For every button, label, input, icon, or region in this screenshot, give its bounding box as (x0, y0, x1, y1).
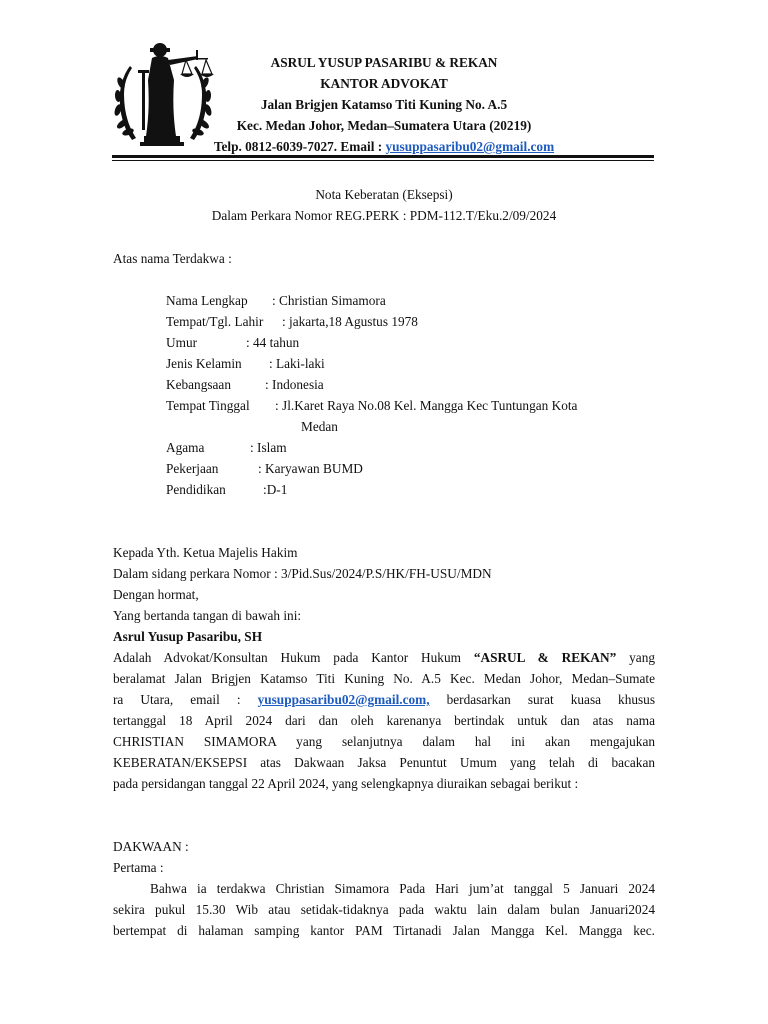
letterhead-rule-thick (112, 155, 654, 158)
paragraph-line-2: beralamat Jalan Brigjen Katamso Titi Kuning No. A.5 Kec. Medan Johor, Medan–Sumate (113, 671, 655, 686)
identity-value-age: : 44 tahun (246, 335, 300, 350)
addressee: Kepada Yth. Ketua Majelis Hakim (113, 545, 298, 560)
identity-value-gender: : Laki-laki (269, 356, 325, 371)
identity-value-name: : Christian Simamora (272, 293, 386, 308)
identity-label-education: Pendidikan (166, 482, 226, 497)
identity-value-religion: : Islam (250, 440, 287, 455)
letterhead-email-link[interactable]: yusuppasaribu02@gmail.com (385, 139, 555, 154)
paragraph-line-6: KEBERATAN/EKSEPSI atas Dakwaan Jaksa Penuntut Umum yang telah di bacakan (113, 755, 655, 770)
identity-label-religion: Agama (166, 440, 205, 455)
address-line-1: Jalan Brigjen Katamso Titi Kuning No. A.5 (260, 97, 508, 112)
letterhead-rule-thin (112, 160, 654, 161)
signer-name: Asrul Yusup Pasaribu, SH (113, 629, 263, 644)
contact-line (0, 139, 768, 155)
identity-value-address: : Jl.Karet Raya No.08 Kel. Mangga Kec Tuntungan Kota (275, 398, 578, 413)
para-text: berdasarkan surat kuasa khusus (429, 692, 655, 707)
identity-label-age: Umur (166, 335, 198, 350)
office-name: KANTOR ADVOKAT (320, 76, 448, 91)
defendant-intro: Atas nama Terdakwa : (113, 251, 232, 266)
para-text: ra Utara, email : (113, 692, 258, 707)
dakwaan-line-3: bertempat di halaman samping kantor PAM Tirtanadi Jalan Mangga Kel. Mangga kec. (113, 923, 655, 938)
para-text: Adalah Advokat/Konsultan Hukum pada Kantor Hukum (113, 650, 474, 665)
identity-label-birth: Tempat/Tgl. Lahir (166, 314, 264, 329)
paragraph-line-5: CHRISTIAN SIMAMORA yang selanjutnya dalam hal ini akan mengajukan (113, 734, 655, 749)
identity-value-nationality: : Indonesia (265, 377, 324, 392)
identity-value-address-cont: Medan (301, 419, 338, 434)
dakwaan-heading: DAKWAAN : (113, 839, 189, 854)
identity-label-name: Nama Lengkap (166, 293, 248, 308)
dakwaan-first: Pertama : (113, 860, 164, 875)
paragraph-line-4: tertanggal 18 April 2024 dari dan oleh karenanya bertindak untuk dan atas nama (113, 713, 655, 728)
case-reference: Dalam sidang perkara Nomor : 3/Pid.Sus/2024/P.S/HK/FH-USU/MDN (113, 566, 492, 581)
case-number-title: Dalam Perkara Nomor REG.PERK : PDM-112.T/Eku.2/09/2024 (211, 208, 557, 223)
body-email-link[interactable]: yusuppasaribu02@gmail.com, (257, 692, 430, 707)
paragraph-line-1 (113, 647, 655, 668)
document-title: Nota Keberatan (Eksepsi) (315, 187, 453, 202)
identity-label-gender: Jenis Kelamin (166, 356, 242, 371)
paragraph-line-3 (113, 689, 655, 710)
dakwaan-line-1: Bahwa ia terdakwa Christian Simamora Pada Hari jum’at tanggal 5 Januari 2024 (150, 881, 655, 896)
paragraph-line-7: pada persidangan tanggal 22 April 2024, yang selengkapnya diuraikan sebagai berikut : (113, 776, 579, 791)
dakwaan-line-2: sekira pukul 15.30 Wib atau setidak-tidaknya pada waktu lain dalam bulan Januari2024 (113, 902, 655, 917)
identity-value-education: :D-1 (263, 482, 288, 497)
identity-value-occupation: : Karyawan BUMD (258, 461, 363, 476)
firm-name: ASRUL YUSUP PASARIBU & REKAN (270, 55, 498, 70)
greeting: Dengan hormat, (113, 587, 199, 602)
address-line-2: Kec. Medan Johor, Medan–Sumatera Utara (20219) (236, 118, 532, 133)
identity-label-occupation: Pekerjaan (166, 461, 219, 476)
identity-value-birth: : jakarta,18 Agustus 1978 (282, 314, 418, 329)
identity-label-address: Tempat Tinggal (166, 398, 250, 413)
signed-by-intro: Yang bertanda tangan di bawah ini: (113, 608, 302, 623)
firm-short-name: “ASRUL & REKAN” (473, 650, 617, 665)
para-text: yang (616, 650, 655, 665)
identity-label-nationality: Kebangsaan (166, 377, 231, 392)
contact-phone: Telp. 0812-6039-7027. Email : (213, 139, 386, 154)
